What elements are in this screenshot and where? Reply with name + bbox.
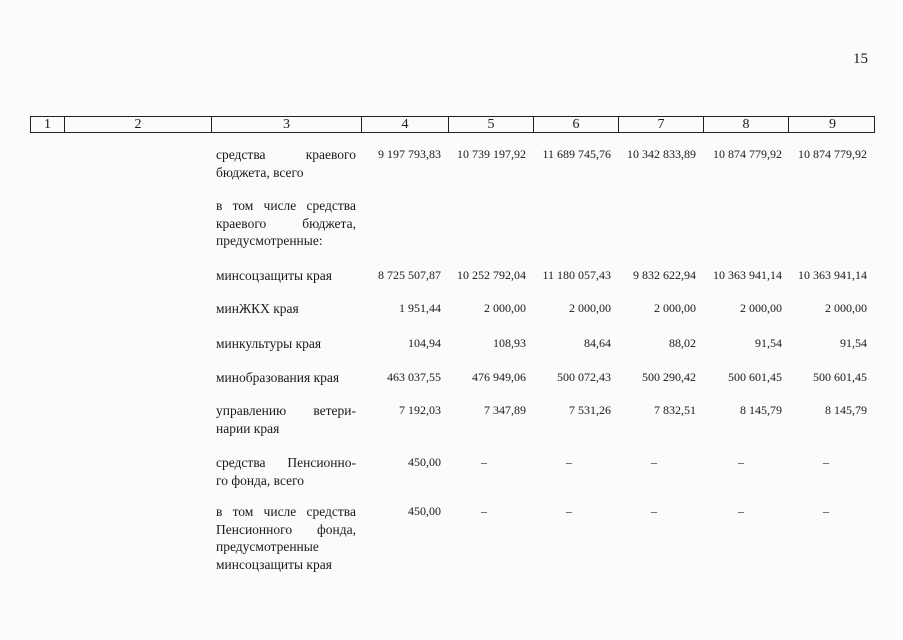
value-cell-col-9: –	[823, 504, 829, 518]
value-cell-col-5: –	[481, 504, 487, 518]
row-description	[216, 369, 356, 387]
header-cell-9: 9	[788, 117, 876, 132]
value-cell-col-4: 8 725 507,87	[378, 268, 441, 282]
value-cell-col-7: –	[651, 455, 657, 469]
value-cell-col-4: 7 192,03	[399, 403, 441, 417]
value-cell-col-4: 1 951,44	[399, 301, 441, 315]
value-cell-col-5: 10 739 197,92	[457, 147, 526, 161]
value-cell-col-5: 10 252 792,04	[457, 268, 526, 282]
value-cell-col-8: 10 363 941,14	[713, 268, 782, 282]
value-cell-col-5: 7 347,89	[484, 403, 526, 417]
value-cell-col-9: 10 874 779,92	[798, 147, 867, 161]
row-description	[216, 503, 356, 573]
value-cell-col-9: 8 145,79	[825, 403, 867, 417]
row-description	[216, 335, 356, 353]
value-cell-col-6: 84,64	[584, 336, 611, 350]
header-cell-5: 5	[448, 117, 533, 132]
row-description-line: средства Пенсионно-	[216, 455, 356, 470]
row-description-line: предусмотренные:	[216, 233, 323, 248]
value-cell-col-8: –	[738, 504, 744, 518]
value-cell-col-5: 2 000,00	[484, 301, 526, 315]
value-cell-col-9: 2 000,00	[825, 301, 867, 315]
value-cell-col-6: 7 531,26	[569, 403, 611, 417]
row-description-line: бюджета, всего	[216, 164, 304, 180]
value-cell-col-6: 11 180 057,43	[542, 268, 611, 282]
header-cell-1: 1	[44, 117, 51, 132]
value-cell-col-8: 8 145,79	[740, 403, 782, 417]
value-cell-col-9: –	[823, 455, 829, 469]
value-cell-col-6: 11 689 745,76	[542, 147, 611, 161]
header-cell-4: 4	[361, 117, 448, 132]
row-description	[216, 402, 356, 437]
value-cell-col-4: 450,00	[408, 504, 441, 518]
page-number: 15	[853, 51, 868, 67]
value-cell-col-5: 476 949,06	[472, 370, 526, 384]
row-description	[216, 146, 356, 181]
row-description-line: минкультуры края	[216, 336, 322, 351]
header-cell-2: 2	[64, 117, 211, 132]
value-cell-col-6: –	[566, 504, 572, 518]
value-cell-col-7: 10 342 833,89	[627, 147, 696, 161]
header-cell-6: 6	[533, 117, 618, 132]
table-header-row	[30, 116, 875, 133]
value-cell-col-5: –	[481, 455, 487, 469]
row-description-line: минобразования края	[216, 370, 340, 385]
value-cell-col-9: 500 601,45	[813, 370, 867, 384]
value-cell-col-7: 7 832,51	[654, 403, 696, 417]
value-cell-col-9: 10 363 941,14	[798, 268, 867, 282]
value-cell-col-4: 104,94	[408, 336, 441, 350]
header-cell-3: 3	[211, 117, 361, 132]
value-cell-col-7: 500 290,42	[642, 370, 696, 384]
value-cell-col-4: 9 197 793,83	[378, 147, 441, 161]
header-cell-8: 8	[703, 117, 788, 132]
value-cell-col-7: 88,02	[669, 336, 696, 350]
row-description-line: минЖКХ края	[216, 301, 299, 316]
value-cell-col-9: 91,54	[840, 336, 867, 350]
row-description-line: нарии края	[216, 420, 280, 436]
value-cell-col-7: 2 000,00	[654, 301, 696, 315]
row-description	[216, 197, 356, 250]
value-cell-col-7: –	[651, 504, 657, 518]
row-description-line: в том числе средства	[216, 198, 356, 213]
value-cell-col-4: 463 037,55	[387, 370, 441, 384]
row-description	[216, 267, 356, 285]
value-cell-col-8: 10 874 779,92	[713, 147, 782, 161]
value-cell-col-8: 500 601,45	[728, 370, 782, 384]
value-cell-col-6: 2 000,00	[569, 301, 611, 315]
row-description-line: предусмотренные	[216, 539, 319, 554]
value-cell-col-8: –	[738, 455, 744, 469]
value-cell-col-4: 450,00	[408, 455, 441, 469]
row-description-line: го фонда, всего	[216, 472, 305, 488]
value-cell-col-7: 9 832 622,94	[633, 268, 696, 282]
row-description-line: средства краевого	[216, 147, 356, 162]
row-description-line: управлению ветери-	[216, 403, 356, 418]
row-description	[216, 300, 356, 318]
value-cell-col-8: 2 000,00	[740, 301, 782, 315]
row-description-line: краевого бюджета,	[216, 215, 356, 231]
row-description-line: Пенсионного фонда,	[216, 521, 356, 537]
value-cell-col-8: 91,54	[755, 336, 782, 350]
header-cell-7: 7	[618, 117, 703, 132]
row-description	[216, 454, 356, 489]
value-cell-col-5: 108,93	[493, 336, 526, 350]
row-description-line: в том числе средства	[216, 504, 356, 519]
row-description-line: минсоцзащиты края	[216, 268, 332, 283]
row-description-line: минсоцзащиты края	[216, 556, 332, 572]
value-cell-col-6: –	[566, 455, 572, 469]
value-cell-col-6: 500 072,43	[557, 370, 611, 384]
